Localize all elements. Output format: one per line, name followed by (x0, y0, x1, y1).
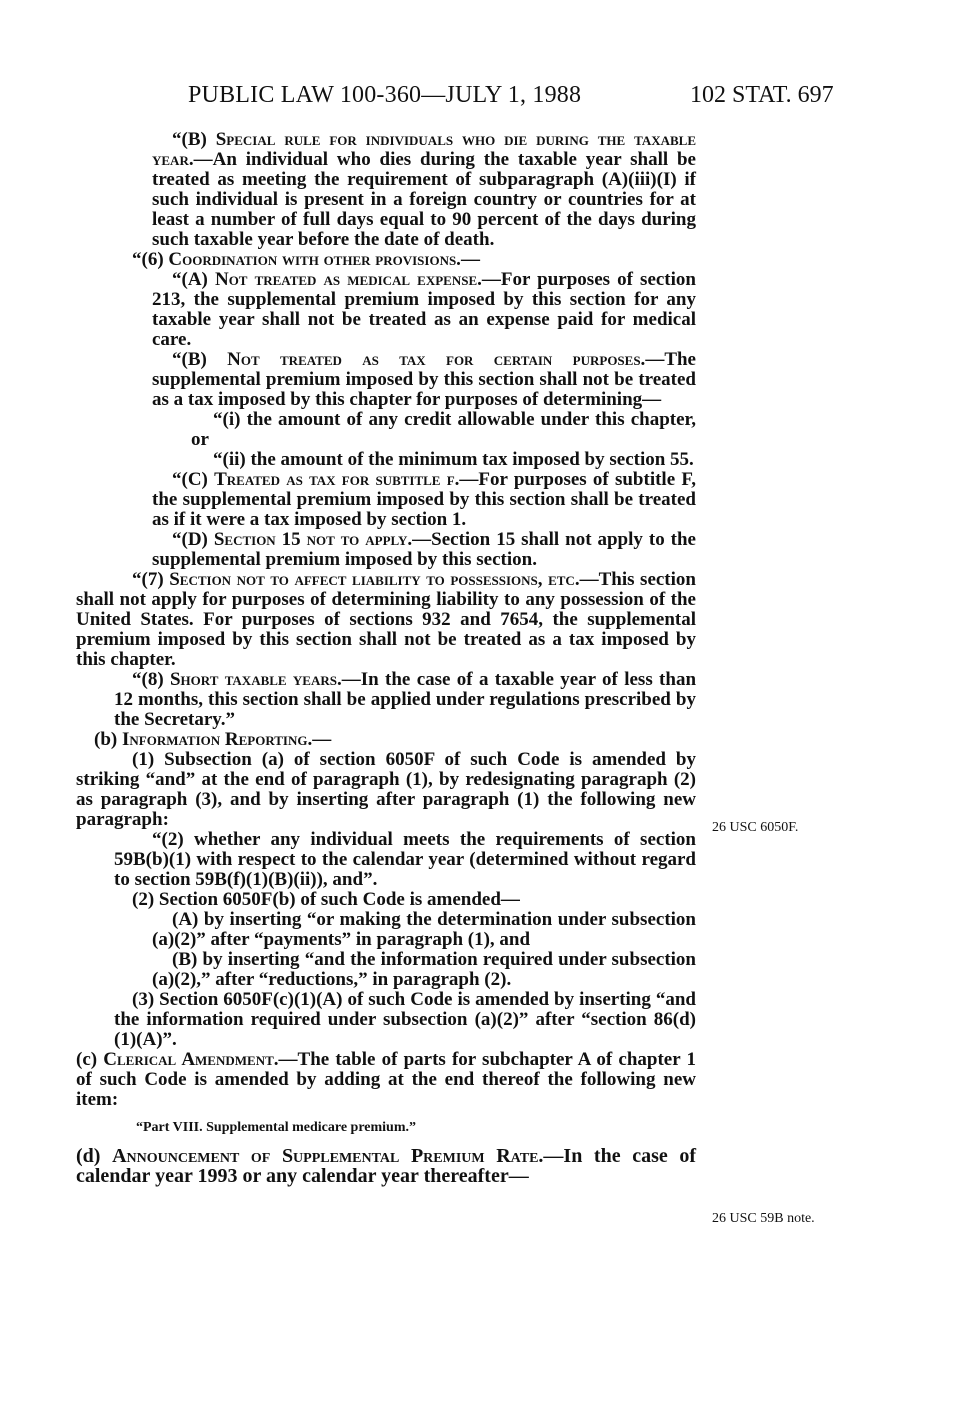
section-heading: Not treated as tax for certain purposes. (227, 349, 646, 370)
section-heading: Information Reporting. (121, 729, 313, 750)
paragraph-6050f-c: (3) Section 6050F(c)(1)(A) of such Code is amended by inserting “and the information required under subsection (a)(2)” after “section 86(d)(1)(A)”. (114, 989, 696, 1050)
paragraph-clerical-amendment: (c) Clerical Amendment.—The table of parts for subchapter A of chapter 1 of such Code is amended by adding at the end thereof the following new item: (76, 1049, 696, 1110)
section-heading: Announcement of Supplemental Premium Rate. (112, 1145, 544, 1167)
clause-minimum-tax: “(ii) the amount of the minimum tax imposed by section 55. (213, 449, 694, 470)
paragraph-information-reporting: (b) Information Reporting.— (94, 729, 332, 750)
paragraph-coordination: “(6) Coordination with other provisions.— (132, 249, 480, 270)
page-number: 102 STAT. 697 (690, 82, 834, 108)
paragraph-possessions: “(7) Section not to affect liability to possessions, etc.—This section shall not apply for purposes of determining liability to any possession of the United States. For purposes of sections 932 and 7654, the supplemental premium imposed by this section shall not be treated as a tax imposed by this chapter. (76, 569, 696, 670)
section-heading: Section not to affect liability to possessions, etc. (169, 569, 580, 590)
margin-note-59b: 26 USC 59B note. (712, 1211, 815, 1226)
clause-a-inserting: (A) by inserting “or making the determination under subsection (a)(2)” after “payments” in paragraph (1), and (152, 909, 696, 950)
section-heading: Not treated as medical expense. (214, 269, 482, 290)
margin-note-6050f: 26 USC 6050F. (712, 820, 799, 835)
paragraph-new-paragraph: “(2) whether any individual meets the requirements of section 59B(b)(1) with respect to the calendar year (determined without regard to section 59B(f)(1)(B)(ii)), and”. (114, 829, 696, 890)
paragraph-not-tax: “(B) Not treated as tax for certain purposes.—The supplemental premium imposed by this section shall not be treated as a tax imposed by this chapter for purposes of determining— (152, 349, 696, 410)
clause-credit: “(i) the amount of any credit allowable under this chapter, or (191, 409, 696, 450)
statute-body (76, 130, 696, 1186)
paragraph-subtitle-f: “(C) Treated as tax for subtitle f.—For purposes of subtitle F, the supplemental premium imposed by this section shall be treated as if it were a tax imposed by section 1. (152, 469, 696, 530)
paragraph-short-years: “(8) Short taxable years.—In the case of a taxable year of less than 12 months, this section shall be applied under regulations prescribed by the Secretary.” (114, 669, 697, 730)
section-heading: Special rule for individuals who die during the taxable year. (152, 129, 696, 170)
paragraph-subsection-a: (1) Subsection (a) of section 6050F of such Code is amended by striking “and” at the end of paragraph (1), by redesignating paragraph (2) as paragraph (3), and by inserting after paragraph (1) the following new paragraph: (76, 749, 696, 830)
paragraph-special-rule: “(B) Special rule for individuals who die during the taxable year.—An individual who dies during the taxable year shall be treated as meeting the requirement of subparagraph (A)(iii)(I) if such individual is present in a foreign country or countries for at least a number of full days equal to 90 percent of the days during such taxable year before the date of death. (152, 129, 696, 250)
section-heading: Treated as tax for subtitle f. (214, 469, 460, 490)
section-heading: Section 15 not to apply. (213, 529, 413, 550)
section-heading: Short taxable years. (169, 669, 342, 690)
paragraph-section-15: “(D) Section 15 not to apply.—Section 15 shall not apply to the supplemental premium imposed by this section. (152, 529, 696, 570)
table-of-parts-item: “Part VIII. Supplemental medicare premium.” (136, 1120, 416, 1135)
paragraph-6050f-b: (2) Section 6050F(b) of such Code is amended— (132, 889, 520, 910)
paragraph-not-medical-expense: “(A) Not treated as medical expense.—For purposes of section 213, the supplemental premium imposed by this section for any taxable year shall not be treated as an expense paid for medical care. (152, 269, 696, 350)
paragraph-announcement: (d) Announcement of Supplemental Premium Rate.—In the case of calendar year 1993 or any calendar year thereafter— (76, 1145, 697, 1187)
clause-b-inserting: (B) by inserting “and the information required under subsection (a)(2),” after “reductions,” in paragraph (2). (152, 949, 696, 990)
section-heading: Clerical Amendment. (103, 1049, 279, 1070)
section-heading: Coordination with other provisions. (168, 249, 461, 270)
running-header-title: PUBLIC LAW 100-360—JULY 1, 1988 (188, 82, 582, 108)
